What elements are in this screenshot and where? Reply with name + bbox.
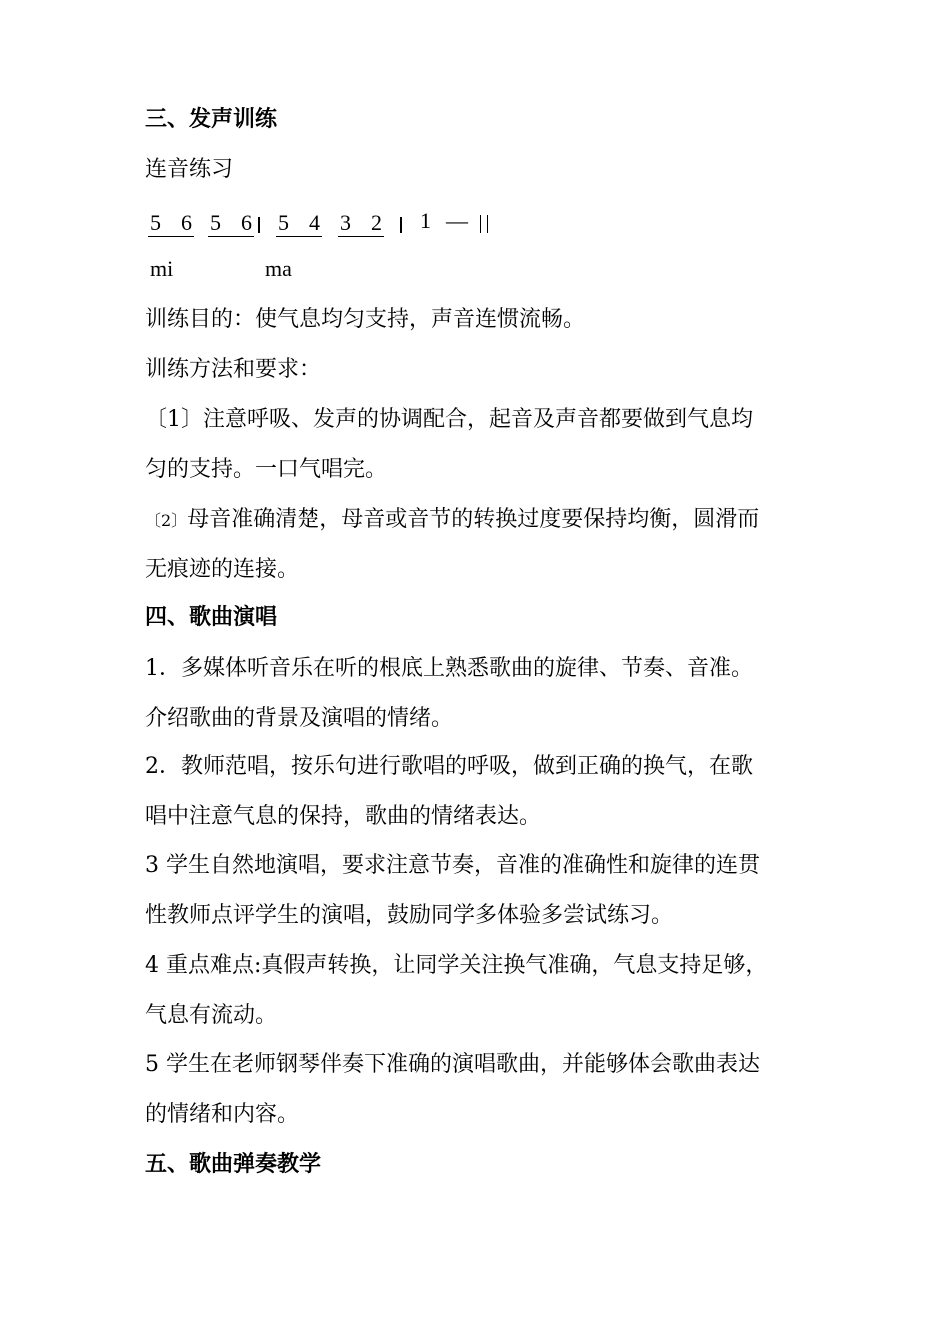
- item-marker: 〔1〕: [145, 407, 203, 432]
- step-1: 1．多媒体听音乐在听的根底上熟悉歌曲的旋律、节奏、音准。: [145, 656, 753, 681]
- step-4-cont: 气息有流动。: [145, 1003, 278, 1028]
- final-bar-line: [480, 215, 488, 233]
- exercise-title: 连音练习: [145, 157, 234, 182]
- step-2-cont: 唱中注意气息的保持，歌曲的情绪表达。: [145, 804, 542, 829]
- sustain-dash: —: [446, 208, 468, 233]
- item-marker: 〔2〕: [145, 511, 188, 530]
- note: 6: [241, 210, 252, 235]
- step-1-cont: 介绍歌曲的背景及演唱的情绪。: [145, 706, 454, 731]
- training-purpose: 训练目的：使气息均匀支持，声音连惯流畅。: [145, 307, 586, 332]
- note-group-4: [338, 205, 384, 237]
- step-5-cont: 的情绪和内容。: [145, 1102, 300, 1127]
- syllable-mi: mi: [150, 256, 174, 281]
- note: 5: [210, 210, 221, 235]
- note: 3: [340, 210, 351, 235]
- item-text: 注意呼吸、发声的协调配合，起音及声音都要做到气息均: [203, 407, 754, 432]
- note: 6: [181, 210, 192, 235]
- note: 2: [371, 210, 382, 235]
- requirement-1: [145, 405, 753, 435]
- note: 5: [278, 210, 289, 235]
- step-4: 4 重点难点:真假声转换，让同学关注换气准确，气息支持足够，: [145, 953, 768, 978]
- requirement-2-cont: 无痕迹的连接。: [145, 557, 300, 582]
- syllable-ma: ma: [265, 256, 292, 281]
- section-heading-vocal-training: 三、发声训练: [145, 107, 278, 132]
- requirement-2: [145, 505, 759, 536]
- note-group-2: [208, 205, 254, 237]
- note: 5: [150, 210, 161, 235]
- step-3-cont: 性教师点评学生的演唱，鼓励同学多体验多尝试练习。: [145, 903, 674, 928]
- note: 4: [309, 210, 320, 235]
- step-5: 5 学生在老师钢琴伴奏下准确的演唱歌曲，并能够体会歌曲表达: [145, 1052, 760, 1077]
- note-group-1: [148, 205, 194, 237]
- note-group-3: [276, 205, 322, 237]
- bar-line: [400, 217, 402, 233]
- requirement-1-cont: 匀的支持。一口气唱完。: [145, 457, 388, 482]
- step-3: 3 学生自然地演唱，要求注意节奏，音准的准确性和旋律的连贯: [145, 853, 760, 878]
- final-note: 1: [420, 208, 431, 233]
- bar-line: [258, 217, 260, 233]
- method-title: 训练方法和要求：: [145, 357, 322, 382]
- section-heading-song-singing: 四、歌曲演唱: [145, 605, 278, 630]
- step-2: 2．教师范唱，按乐句进行歌唱的呼吸，做到正确的换气，在歌: [145, 754, 753, 779]
- section-heading-song-playing: 五、歌曲弹奏教学: [145, 1152, 322, 1177]
- item-text: 母音准确清楚，母音或音节的转换过度要保持均衡，圆滑而: [187, 507, 760, 532]
